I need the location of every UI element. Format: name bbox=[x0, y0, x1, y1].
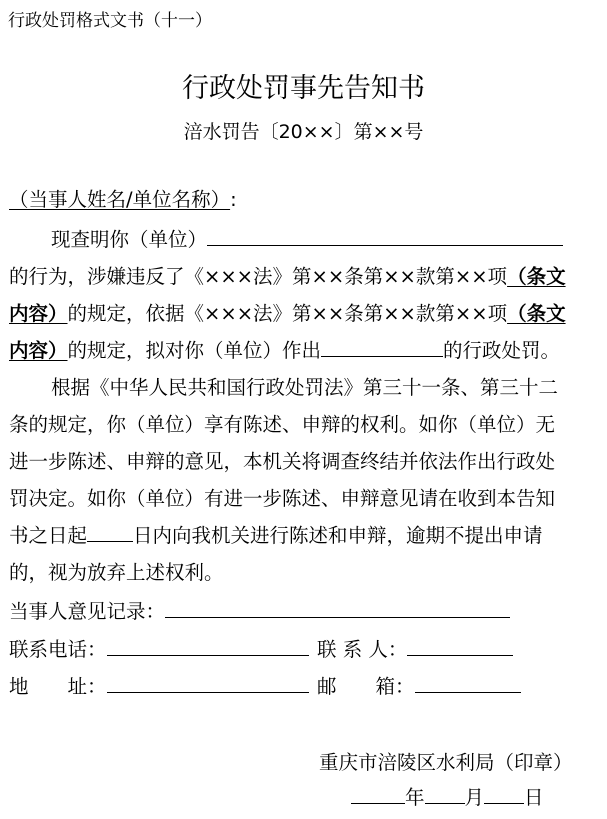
year-label: 年 bbox=[405, 786, 425, 809]
postcode-blank bbox=[415, 672, 521, 693]
intent-text: 的规定，拟对你（单位）作出 bbox=[67, 339, 322, 362]
clause-content-bold: （条文 bbox=[507, 302, 566, 325]
address-label: 地 址： bbox=[9, 675, 107, 698]
paragraph2-line1: 根据《中华人民共和国行政处罚法》第三十一条、第三十二 bbox=[51, 376, 559, 399]
contact-blank bbox=[407, 635, 513, 656]
issuing-authority-seal: 重庆市涪陵区水利局（印章） bbox=[319, 751, 573, 774]
date-line bbox=[351, 782, 544, 810]
paragraph2-line2: 条的规定，你（单位）享有陈述、申辩的权利。如你（单位）无 bbox=[9, 413, 556, 436]
penalty-suffix: 的行政处罚。 bbox=[443, 339, 561, 362]
phone-label: 联系电话： bbox=[9, 638, 107, 661]
postcode-row bbox=[317, 671, 521, 699]
penalty-blank bbox=[321, 336, 443, 357]
opinion-blank bbox=[165, 597, 510, 618]
days-blank bbox=[87, 521, 133, 542]
clause-content-bold: 内容） bbox=[9, 339, 68, 362]
opinion-label: 当事人意见记录： bbox=[9, 600, 166, 623]
day-label: 日 bbox=[524, 786, 544, 809]
month-label: 月 bbox=[464, 786, 485, 809]
document-series-label: 行政处罚格式文书（十一） bbox=[8, 11, 212, 31]
phone-row bbox=[9, 634, 309, 662]
paragraph1-line4 bbox=[9, 335, 560, 363]
deadline-suffix: 日内向我机关进行陈述和申辩，逾期不提出申请 bbox=[133, 524, 543, 547]
postcode-label: 邮 箱： bbox=[317, 675, 415, 698]
party-name-placeholder: （当事人姓名/单位名称） bbox=[9, 188, 231, 211]
paragraph1-line3 bbox=[9, 298, 566, 326]
paragraph2-line3: 进一步陈述、申辩的意见，本机关将调查终结并依法作出行政处 bbox=[9, 450, 556, 473]
page-title: 行政处罚事先告知书 bbox=[182, 73, 425, 104]
paragraph1-line1 bbox=[51, 224, 563, 252]
paragraph1-line2 bbox=[9, 261, 566, 289]
day-blank bbox=[484, 783, 524, 804]
found-prefix: 现查明你（单位） bbox=[51, 228, 208, 251]
month-blank bbox=[425, 783, 465, 804]
violation-text: 的行为，涉嫌违反了《×××法》第××条第××款第××项 bbox=[9, 265, 508, 288]
party-line bbox=[9, 184, 237, 212]
party-colon: : bbox=[230, 188, 237, 211]
deadline-prefix: 书之日起 bbox=[9, 524, 88, 547]
paragraph2-line6: 的，视为放弃上述权利。 bbox=[9, 561, 224, 584]
address-row bbox=[9, 671, 309, 699]
paragraph2-line4: 罚决定。如你（单位）有进一步陈述、申辩意见请在收到本告知 bbox=[9, 487, 556, 510]
contact-label: 联 系 人： bbox=[317, 638, 408, 661]
phone-blank bbox=[107, 635, 309, 656]
address-blank bbox=[107, 672, 309, 693]
finding-blank bbox=[207, 225, 563, 246]
clause-content-bold: 内容） bbox=[9, 302, 68, 325]
contact-row bbox=[317, 634, 513, 662]
basis-text: 的规定，依据《×××法》第××条第××款第××项 bbox=[67, 302, 508, 325]
opinion-record-row bbox=[9, 596, 510, 624]
clause-content-bold: （条文 bbox=[507, 265, 566, 288]
paragraph2-line5 bbox=[9, 520, 543, 548]
year-blank bbox=[351, 783, 405, 804]
document-number: 涪水罚告〔20××〕第××号 bbox=[183, 121, 424, 143]
